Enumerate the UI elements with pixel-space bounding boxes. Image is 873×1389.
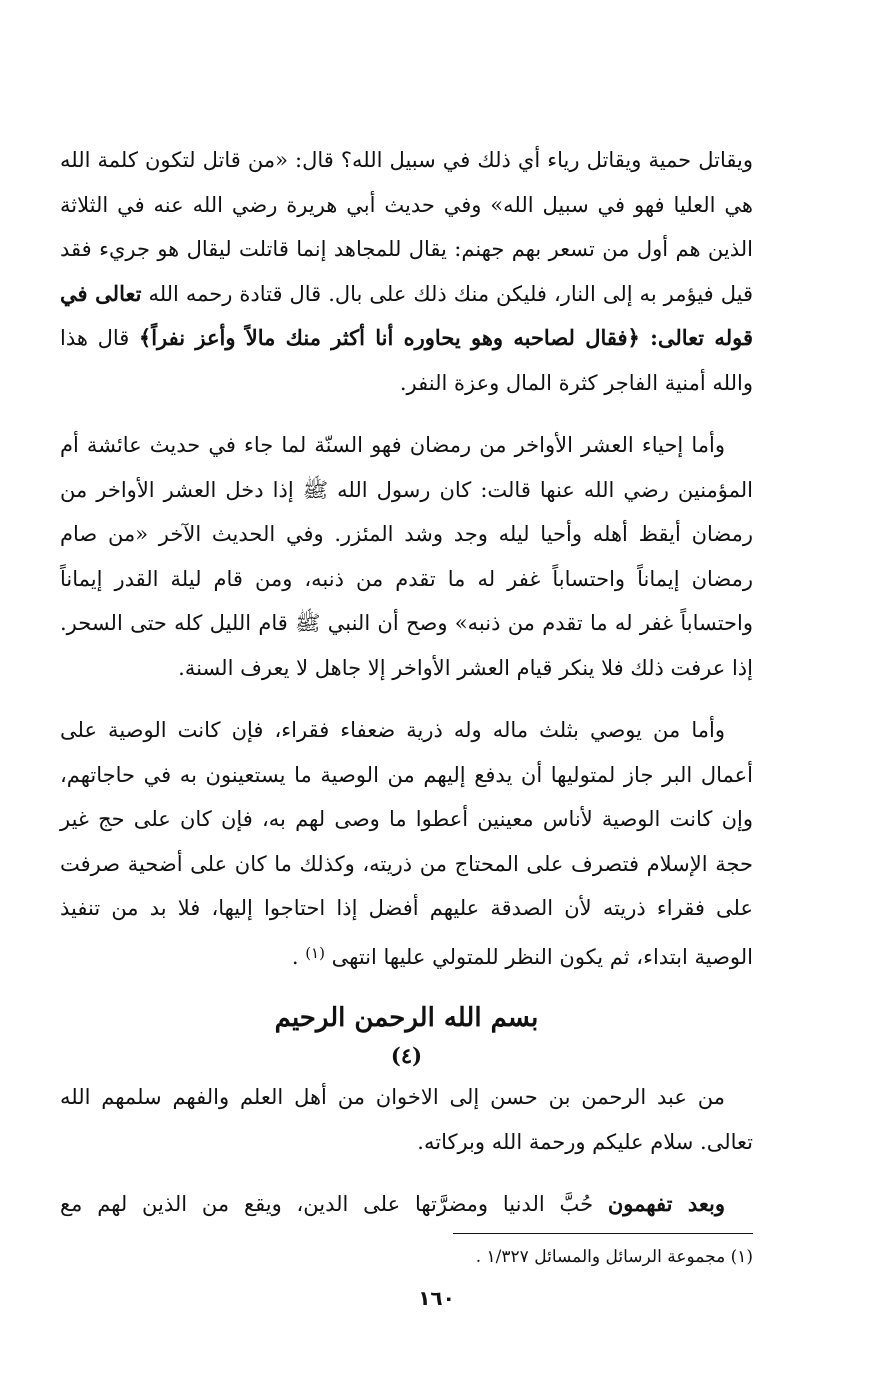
paragraph-last-ten-nights: وأما إحياء العشر الأواخر من رمضان فهو السنّة لما جاء في حديث عائشة أم المؤمنين رضي الله عنها قالت: كان رسول الله ﷺ إذا دخل العشر الأواخر من رمضان أيقظ أهله وأحيا ليله وجد وشد المئزر. وفي الحديث الآخر «من صام رمضان إيماناً واحتساباً غفر له ما تقدم من ذنبه، ومن قام ليلة القدر إيماناً واحتساباً غفر له ما تقدم من ذنبه» وصح أن النبي ﷺ قام الليل كله حتى السحر. إذا عرفت ذلك فلا ينكر قيام العشر الأواخر إلا جاهل لا يعرف السنة. xyxy=(60,433,753,680)
paragraph-bequest xyxy=(60,708,753,979)
footnote: (١) مجموعة الرسائل والمسائل ١/٣٢٧ . xyxy=(475,1246,753,1267)
paragraph-text: ويقاتل حمية ويقاتل رياء أي ذلك في سبيل الله؟ قال: «من قاتل لتكون كلمة الله هي العليا فهو في سبيل الله» وفي حديث أبي هريرة رضي الله عنه في الثلاثة الذين هم أول من تسعر بهم جهنم: يقال للمجاهد إنما قاتلت ليقال هو جريء فقد قيل فيؤمر به إلى النار، فليكن منك ذلك على بال. قال قتادة رحمه الله xyxy=(60,148,753,306)
paragraph-lead: وبعد تفهمون xyxy=(607,1191,725,1216)
footnote-divider xyxy=(453,1233,753,1234)
paragraph-text: وأما من يوصي بثلث ماله وله ذرية ضعفاء فقراء، فإن كانت الوصية على أعمال البر جاز لمتوليها أن يدفع إليهم من الوصية ما يستعينون به في حاجاتهم، وإن كانت الوصية لأناس معينين أعطوا ما وصى لهم به، فإن كان على حج غير حجة الإسلام فتصرف على المحتاج من ذريته، وكذلك ما كان على أضحية صرفت على فقراء ذريته لأن الصدقة عليهم أفضل إذا احتاجوا إليها، فلا بد من تنفيذ الوصية ابتداء، ثم يكون النظر للمتولي عليها انتهى xyxy=(60,718,753,969)
paragraph-jihad-intention xyxy=(60,138,753,405)
footnote-reference: (١) xyxy=(305,943,325,962)
page-number: ١٦٠ xyxy=(418,1286,455,1310)
paragraph-letter-opening: من عبد الرحمن بن حسن إلى الاخوان من أهل العلم والفهم سلمهم الله تعالى. سلام عليكم ورحمة الله وبركاته. xyxy=(60,1085,753,1154)
quran-quote: تعالى في قوله تعالى: ﴿فقال لصاحبه وهو يحاوره أنا أكثر منك مالاً وأعز نفراً﴾ xyxy=(60,280,753,350)
page-body xyxy=(60,138,753,1272)
paragraph-text: حُبَّ الدنيا ومضرَّتها على الدين، ويقع من الذين لهم مع xyxy=(60,1192,608,1216)
letter-number: (٤) xyxy=(390,1043,423,1068)
paragraph-end: . xyxy=(291,944,306,969)
paragraph-text: قال هذا والله أمنية الفاجر كثرة المال وعزة النفر. xyxy=(60,326,753,395)
basmala-heading: بسم الله الرحمن الرحيم xyxy=(274,1003,539,1033)
paragraph-letter-body xyxy=(60,1182,753,1227)
